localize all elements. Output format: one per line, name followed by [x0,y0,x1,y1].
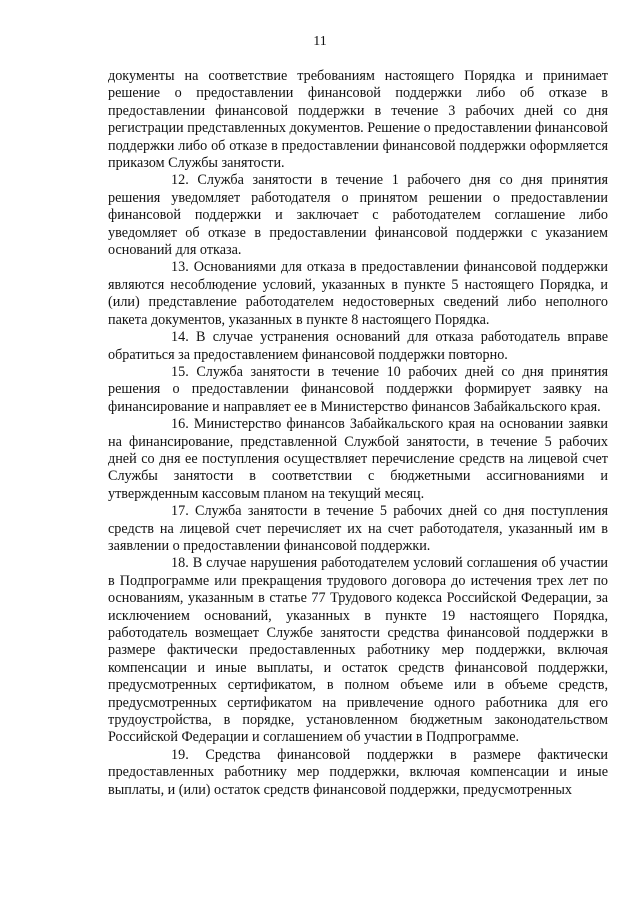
paragraph-13: 13. Основаниями для отказа в предоставлении финансовой поддержки являются несоблюдение условий, указанных в пункте 5 настоящего Порядка, и (или) представление работодателем недостоверных сведений либо неполного пакета документов, указанных в пункте 8 настоящего Порядка. [108,259,608,328]
paragraph-18: 18. В случае нарушения работодателем условий соглашения об участии в Подпрограмме или прекращения трудового договора до истечения трех лет по основаниям, указанным в статье 77 Трудового кодекса Российской Федерации, за исключением оснований, указанных в пункте 19 настоящего Порядка, работодатель возмещает Службе занятости средства финансовой поддержки в размере фактически предоставленных работнику мер поддержки, включая компенсации и иные выплаты, и остаток средств финансовой поддержки, предусмотренных сертификатом, в полном объеме или в объеме средств, предусмотренных сертификатом на привлечение одного работника для его трудоустройства, в порядке, установленном бюджетным законодательством Российской Федерации и соглашением об участии в Подпрограмме. [108,555,608,746]
paragraph-16: 16. Министерство финансов Забайкальского края на основании заявки на финансирование, представленной Службой занятости, в течение 5 рабочих дней со дня ее поступления осуществляет перечисление средств на лицевой счет Службы занятости в соответствии с бюджетными ассигнованиями и утвержденным кассовым планом на текущий месяц. [108,416,608,502]
paragraph-14: 14. В случае устранения оснований для отказа работодатель вправе обратиться за предоставлением финансовой поддержки повторно. [108,329,608,363]
paragraph-continuation: документы на соответствие требованиям настоящего Порядка и принимает решение о предоставлении финансовой поддержки либо об отказе в предоставлении финансовой поддержки в течение 3 рабочих дней со дня регистрации представленных документов. Решение о предоставлении финансовой поддержки либо об отказе в предоставлении финансовой поддержки оформляется приказом Службы занятости. [108,68,608,172]
paragraph-19: 19. Средства финансовой поддержки в размере фактически предоставленных работнику мер поддержки, включая компенсации и иные выплаты, и (или) остаток средств финансовой поддержки, предусмотренных [108,746,608,798]
paragraph-17: 17. Служба занятости в течение 5 рабочих дней со дня поступления средств на лицевой счет перечисляет их на счет работодателя, указанный им в заявлении о предоставлении финансовой поддержки. [108,503,608,554]
document-body [108,68,608,799]
paragraph-15: 15. Служба занятости в течение 10 рабочих дней со дня принятия решения о предоставлении финансовой поддержки формирует заявку на финансирование и направляет ее в Министерство финансов Забайкальского края. [108,363,608,415]
paragraph-12: 12. Служба занятости в течение 1 рабочего дня со дня принятия решения уведомляет работодателя о принятом решении о предоставлении финансовой поддержки и заключает с работодателем соглашение либо уведомляет об отказе в предоставлении финансовой поддержки с указанием оснований для отказа. [108,172,608,259]
page-number: 11 [313,34,327,49]
